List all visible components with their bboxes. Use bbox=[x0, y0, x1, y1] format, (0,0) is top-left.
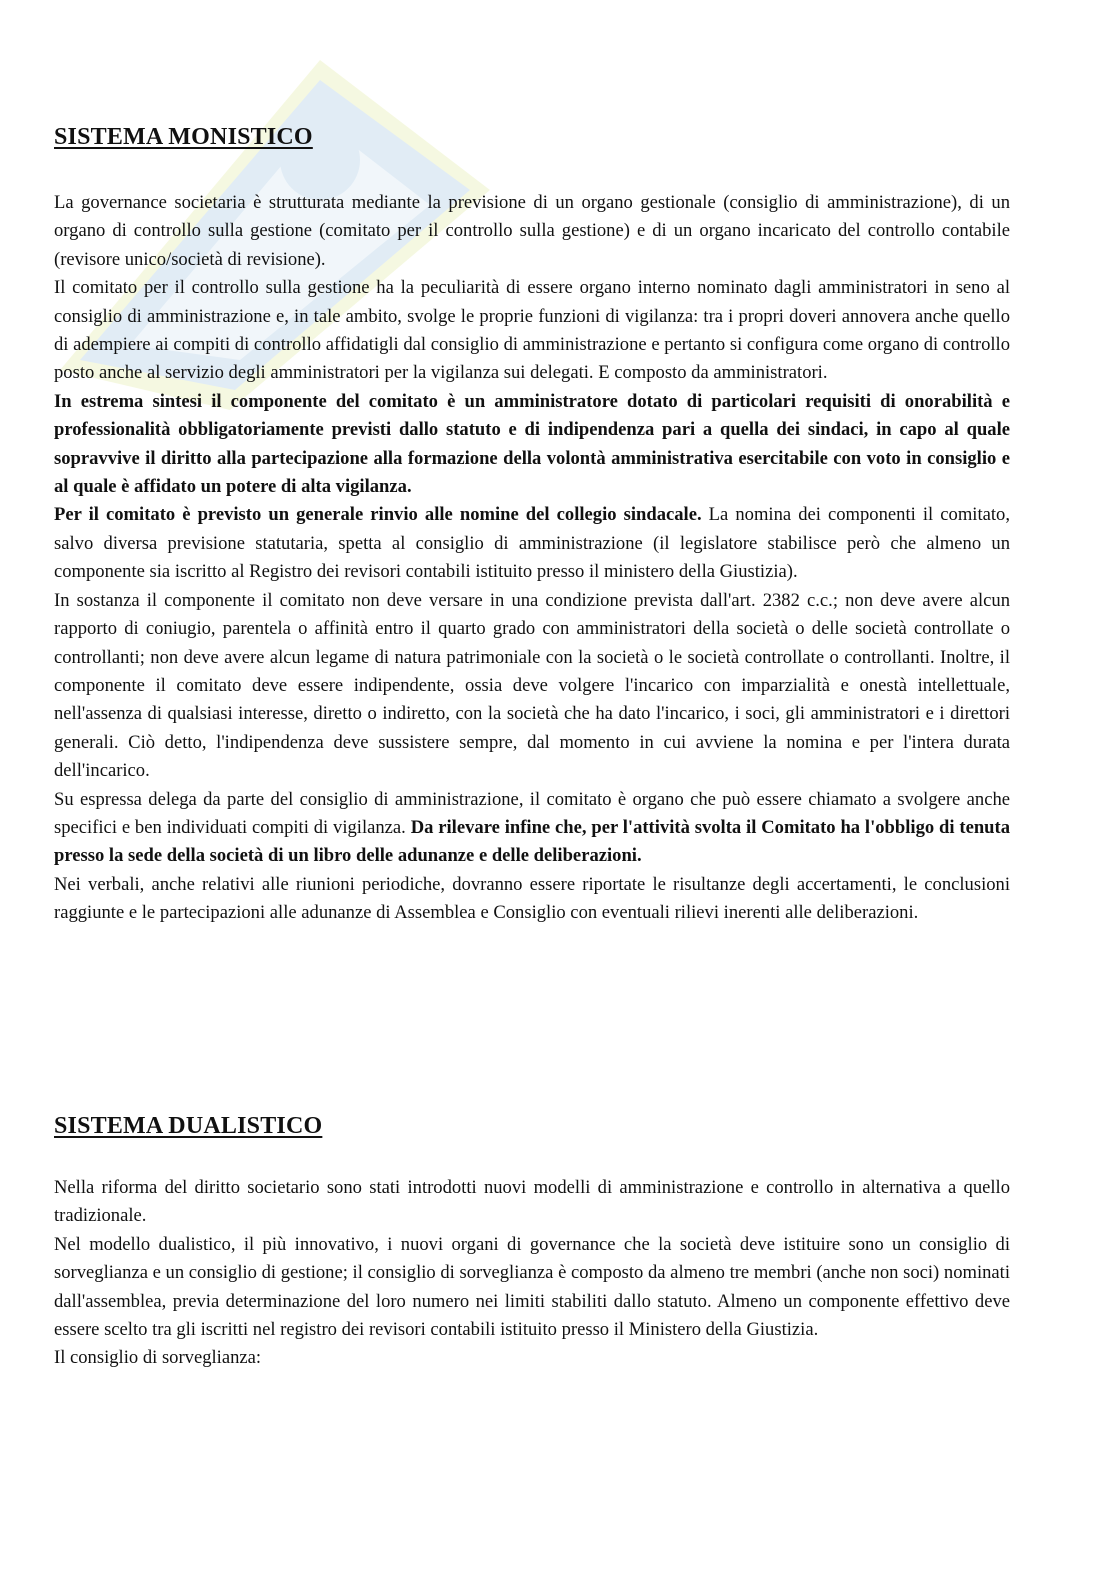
text: Su espressa delega da parte del consiglio di amministrazione, il comitato è organo che può essere chiamato a svolgere anche specifici e ben individuati compiti di vigilanza. bbox=[54, 788, 1010, 838]
paragraph: Nella riforma del diritto societario sono stati introdotti nuovi modelli di amministrazione e controllo in alternativa a quello tradizionale. bbox=[54, 1177, 1010, 1227]
bold-text: Da rilevare infine che, per l'attività svolta il Comitato ha l'obbligo di tenuta presso la sede della società di un libro delle adunanze e delle deliberazioni. bbox=[54, 816, 1010, 867]
paragraph: Il comitato per il controllo sulla gestione ha la peculiarità di essere organo interno nominato dagli amministratori in seno al consiglio di amministrazione e, in tale ambito, svolge le proprie funzioni di vigilanza: tra i propri doveri annovera anche quello di adempiere ai compiti di controllo affidatigli dal consiglio di amministrazione e pertanto si configura come organo di controllo posto anche al servizio degli amministratori per la vigilanza sui delegati. E composto da amministratori. bbox=[54, 277, 1010, 384]
section-body-monistico bbox=[54, 189, 1010, 928]
paragraph: Il consiglio di sorveglianza: bbox=[54, 1347, 262, 1369]
section-title-monistico: SISTEMA MONISTICO bbox=[54, 124, 313, 150]
paragraph bbox=[54, 501, 1010, 586]
paragraph: Nel modello dualistico, il più innovativo, i nuovi organi di governance che la società deve istituire sono un consiglio di sorveglianza e un consiglio di gestione; il consiglio di sorveglianza è composto da almeno tre membri (anche non soci) nominati dall'assemblea, previa determinazione del loro numero nei limiti stabiliti dallo statuto. Almeno un componente effettivo deve essere scelto tra gli iscritti nel registro dei revisori contabili istituito presso il Ministero della Giustizia. bbox=[54, 1233, 1010, 1341]
section-body-dualistico bbox=[54, 1174, 1010, 1373]
paragraph: Nei verbali, anche relativi alle riunioni periodiche, dovranno essere riportate le risultanze degli accertamenti, le conclusioni raggiunte e le partecipazioni alle adunanze di Assemblea e Consiglio con eventuali rilievi inerenti alle deliberazioni. bbox=[54, 873, 1010, 924]
paragraph-bold: In estrema sintesi il componente del comitato è un amministratore dotato di particolari requisiti di onorabilità e professionalità obbligatoriamente previsti dallo statuto e di indipendenza pari a quella dei sindaci, in capo al quale sopravvive il diritto alla partecipazione alla formazione della volontà amministrativa esercitabile con voto in consiglio e al quale è affidato un potere di alta vigilanza. bbox=[54, 390, 1010, 498]
section-title-dualistico: SISTEMA DUALISTICO bbox=[54, 1113, 323, 1139]
text: La nomina dei componenti il comitato, salvo diversa previsione statutaria, spetta al consiglio di amministrazione (il legislatore stabilisce però che almeno un componente sia iscritto al Registro dei revisori contabili istituito presso il ministero della Giustizia). bbox=[54, 504, 1010, 583]
paragraph: In sostanza il componente il comitato non deve versare in una condizione prevista dall'art. 2382 c.c.; non deve avere alcun rapporto di coniugio, parentela o affinità entro il quarto grado con amministratori della società o delle società controllate o controllanti; non deve avere alcun legame di natura patrimoniale con la società o le società controllate o controllanti. Inoltre, il componente il comitato deve essere indipendente, ossia deve volgere l'incarico con imparzialità e onestà intellettuale, nell'assenza di qualsiasi interesse, diretto o indiretto, con la società che ha dato l'incarico, i soci, gli amministratori e i direttori generali. Ciò detto, l'indipendenza deve sussistere sempre, dal momento in cui avviene la nomina e per l'intera durata dell'incarico. bbox=[54, 589, 1010, 782]
bold-text: Per il comitato è previsto un generale rinvio alle nomine del collegio sindacale. bbox=[54, 504, 702, 526]
paragraph bbox=[54, 786, 1010, 871]
paragraph: La governance societaria è strutturata mediante la previsione di un organo gestionale (consiglio di amministrazione), di un organo di controllo sulla gestione (comitato per il controllo sulla gestione) e di un organo incaricato del controllo contabile (revisore unico/società di revisione). bbox=[54, 192, 1010, 270]
